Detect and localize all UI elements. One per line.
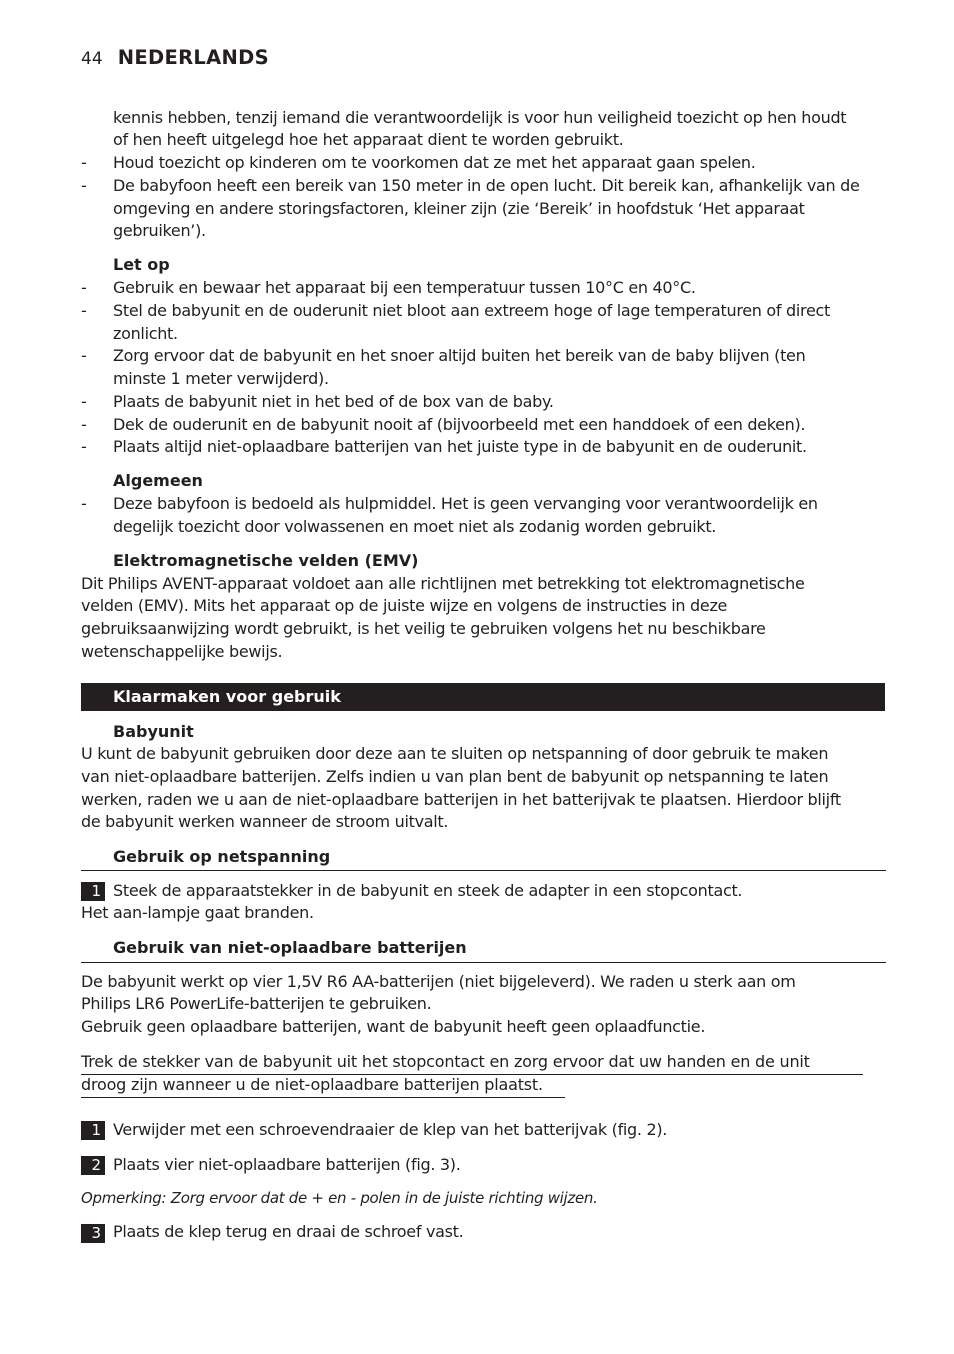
bullet-dash: - xyxy=(81,494,87,513)
bullet-dash: - xyxy=(81,153,87,172)
bullet-text: Stel de babyunit en de ouderunit niet bloot aan extreem hoge of lage temperaturen of direct xyxy=(113,301,830,320)
page-header xyxy=(81,46,269,69)
step-result: Het aan-lampje gaat branden. xyxy=(81,903,314,922)
paragraph-line: werken, raden we u aan de niet-oplaadbare batterijen in het batterijvak te plaatsen. Hierdoor blijft xyxy=(81,790,841,809)
paragraph-line: gebruiksaanwijzing wordt gebruikt, is het veilig te gebruiken volgens het nu beschikbare xyxy=(81,619,766,638)
bullet-text: degelijk toezicht door volwassenen en moet niet als zodanig worden gebruikt. xyxy=(113,517,717,536)
bullet-text: De babyfoon heeft een bereik van 150 meter in de open lucht. Dit bereik kan, afhankelijk van de xyxy=(113,176,860,195)
step-number: 2 xyxy=(81,1156,105,1175)
bullet-text: Houd toezicht op kinderen om te voorkomen dat ze met het apparaat gaan spelen. xyxy=(113,153,756,172)
bullet-text: Plaats de babyunit niet in het bed of de box van de baby. xyxy=(113,392,554,411)
step-text: Verwijder met een schroevendraaier de klep van het batterijvak (fig. 2). xyxy=(113,1120,668,1139)
let-op-heading: Let op xyxy=(113,255,170,274)
bullet-text: Deze babyfoon is bedoeld als hulpmiddel. Het is geen vervanging voor verantwoordelijk en xyxy=(113,494,818,513)
heading-rule xyxy=(81,870,886,871)
bullet-text: Dek de ouderunit en de babyunit nooit af (bijvoorbeeld met een handdoek of een deken). xyxy=(113,415,806,434)
intro-line: kennis hebben, tenzij iemand die verantwoordelijk is voor hun veiligheid toezicht op hen houdt xyxy=(113,108,847,127)
section-title: Klaarmaken voor gebruik xyxy=(113,687,341,706)
batterijen-heading: Gebruik van niet-oplaadbare batterijen xyxy=(113,938,467,957)
bullet-dash: - xyxy=(81,392,87,411)
bullet-text: zonlicht. xyxy=(113,324,178,343)
heading-rule xyxy=(81,962,886,963)
step-number: 1 xyxy=(81,1121,105,1140)
bullet-dash: - xyxy=(81,301,87,320)
bullet-text: omgeving en andere storingsfactoren, kleiner zijn (zie ‘Bereik’ in hoofdstuk ‘Het apparaat xyxy=(113,199,805,218)
bullet-dash: - xyxy=(81,346,87,365)
algemeen-heading: Algemeen xyxy=(113,471,203,490)
step-number: 1 xyxy=(81,882,105,901)
warning-underline xyxy=(81,1097,565,1098)
step-text: Plaats vier niet-oplaadbare batterijen (fig. 3). xyxy=(113,1155,461,1174)
bullet-dash: - xyxy=(81,437,87,456)
paragraph-line: van niet-oplaadbare batterijen. Zelfs indien u van plan bent de babyunit op netspanning te laten xyxy=(81,767,829,786)
warning-line: droog zijn wanneer u de niet-oplaadbare batterijen plaatst. xyxy=(81,1075,543,1094)
bullet-text: Gebruik en bewaar het apparaat bij een temperatuur tussen 10°C en 40°C. xyxy=(113,278,696,297)
bullet-text: Zorg ervoor dat de babyunit en het snoer altijd buiten het bereik van de baby blijven (ten xyxy=(113,346,806,365)
step-number: 3 xyxy=(81,1224,105,1243)
netspanning-heading: Gebruik op netspanning xyxy=(113,847,331,866)
paragraph-line: U kunt de babyunit gebruiken door deze aan te sluiten op netspanning of door gebruik te maken xyxy=(81,744,829,763)
paragraph-line: De babyunit werkt op vier 1,5V R6 AA-batterijen (niet bijgeleverd). We raden u sterk aan om xyxy=(81,972,796,991)
intro-line: of hen heeft uitgelegd hoe het apparaat dient te worden gebruikt. xyxy=(113,130,624,149)
paragraph-line: Philips LR6 PowerLife-batterijen te gebruiken. xyxy=(81,994,432,1013)
bullet-dash: - xyxy=(81,176,87,195)
emv-heading: Elektromagnetische velden (EMV) xyxy=(113,551,419,570)
babyunit-heading: Babyunit xyxy=(113,722,194,741)
bullet-text: minste 1 meter verwijderd). xyxy=(113,369,329,388)
bullet-text: Plaats altijd niet-oplaadbare batterijen van het juiste type in de babyunit en de ouderunit. xyxy=(113,437,807,456)
paragraph-line: de babyunit werken wanneer de stroom uitvalt. xyxy=(81,812,449,831)
paragraph-line: Gebruik geen oplaadbare batterijen, want de babyunit heeft geen oplaadfunctie. xyxy=(81,1017,706,1036)
paragraph-line: wetenschappelijke bewijs. xyxy=(81,642,283,661)
note: Opmerking: Zorg ervoor dat de + en - polen in de juiste richting wijzen. xyxy=(81,1189,598,1207)
page-number: 44 xyxy=(81,49,103,69)
warning-line: Trek de stekker van de babyunit uit het stopcontact en zorg ervoor dat uw handen en de unit xyxy=(81,1052,810,1071)
paragraph-line: velden (EMV). Mits het apparaat op de juiste wijze en volgens de instructies in deze xyxy=(81,596,728,615)
bullet-text: gebruiken’). xyxy=(113,221,206,240)
step-text: Plaats de klep terug en draai de schroef vast. xyxy=(113,1222,464,1241)
paragraph-line: Dit Philips AVENT-apparaat voldoet aan alle richtlijnen met betrekking tot elektromagnetische xyxy=(81,574,805,593)
bullet-dash: - xyxy=(81,278,87,297)
step-text: Steek de apparaatstekker in de babyunit en steek de adapter in een stopcontact. xyxy=(113,881,743,900)
bullet-dash: - xyxy=(81,415,87,434)
language-heading: NEDERLANDS xyxy=(117,46,269,69)
